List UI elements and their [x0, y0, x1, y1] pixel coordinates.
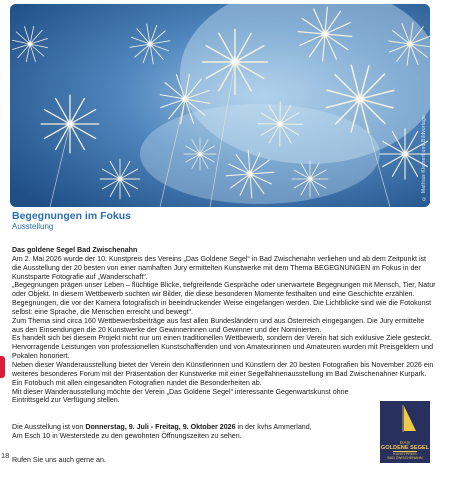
dates-line-1	[12, 423, 372, 432]
logo-line-1: DAS	[399, 439, 411, 445]
page-title: Begegnungen im Fokus	[12, 210, 132, 222]
article-paragraph-2: „Begegnungen prägen unser Leben – flüchtige Blicke, tiefgreifende Gespräche oder unerwartete Begegnungen mit Mensch, Tier, Natur oder Objekt. In diesem Wettbewerb suchten wir Bilder, die diese besonderen Momente festhalten und eine Geschichte erzählen. Begegnungen, die vor der Kamera fotografisch in beeindruckender Weise eingefangen werden. Die Lichtblicke sind wie die Fotokunst selbst: eine Sprache, die Menschen erreicht und bewegt“.	[12, 281, 436, 316]
article-paragraph-6: Mit dieser Wanderausstellung möchte der Verein „Das Goldene Segel“ interessante Gegenwartskunst ohne Eintrittsgeld zur Verfügung stellen.	[12, 387, 349, 405]
dates-prefix: Die Ausstellung ist von	[12, 423, 86, 431]
header-photo	[10, 4, 430, 207]
dates-range: Donnerstag, 9. Juli - Freitag, 9. Oktober 2026	[85, 423, 236, 431]
logo-line-3: KUNSTPREIS	[393, 451, 417, 456]
dates-suffix: in der kvhs Ammerland,	[235, 423, 312, 431]
closing-line: Rufen Sie uns auch gerne an.	[12, 456, 106, 464]
page-number: 18	[1, 451, 10, 460]
photo-credit: © Mathias Kleinert und Bildvorlage	[421, 115, 427, 201]
article-paragraph-1: Am 2. Mai 2026 wurde der 10. Kunstpreis des Vereins „Das Goldene Segel“ in Bad Zwischenahn verliehen und ab dem Zeitpunkt ist die Ausstellung der 20 besten von einer namhaften Jury ermittelten Kunstwerke mit dem Thema BEGEGNUNGEN im Fokus in der Kunstsparte Fotografie auf „Wanderschaft“.	[12, 254, 427, 281]
logo-line-2: GOLDENE SEGEL	[380, 444, 430, 451]
logo-line-4: BAD ZWISCHENAHN	[387, 456, 423, 460]
dandelion-seeds-image	[10, 4, 430, 207]
dates-line-2: Am Esch 10 in Westerstede zu den gewohnten Öffnungszeiten zu sehen.	[12, 431, 242, 440]
article-paragraph-5: Neben dieser Wanderausstellung bietet der Verein den Künstlerinnen und Künstlern der 20 besten Fotografien bis November 2026 ein weiteres besonderes Forum mit der Präsentation der Kunstwerke mit einer Segelfahnenausstellung im Bad Zwischenahner Kurpark. Ein Fotobuch mit allen eingesandten Fotografien rundet die Besonderheiten ab.	[12, 360, 434, 387]
article-lead: Das goldene Segel Bad Zwischenahn	[12, 246, 138, 254]
page-subtitle: Ausstellung	[12, 222, 54, 231]
page-color-tab	[0, 356, 5, 378]
sail-icon	[394, 405, 418, 433]
article-paragraph-3: Zum Thema sind circa 160 Wettbewerbsbeiträge aus fast allen Bundesländern und aus Österreich eingegangen. Die Jury ermittelte aus den Einsendungen die 20 Kunstwerke der Gewinnerinnen und Gewinner und der Nominierten.	[12, 316, 425, 334]
article-body	[12, 246, 437, 405]
exhibition-dates	[12, 423, 372, 441]
article-paragraph-4: Es handelt sich bei diesem Projekt nicht nur um einen traditionellen Wettbewerb, sondern der Verein hat sich exklusive Ziele gesteckt. Hervorragende Leistungen von professionellen Kunstschaffenden und von Amateurinnen und Amateuren wurden mit Preisgeldern und Pokalen honoriert.	[12, 334, 434, 361]
goldenes-segel-logo	[380, 401, 430, 463]
